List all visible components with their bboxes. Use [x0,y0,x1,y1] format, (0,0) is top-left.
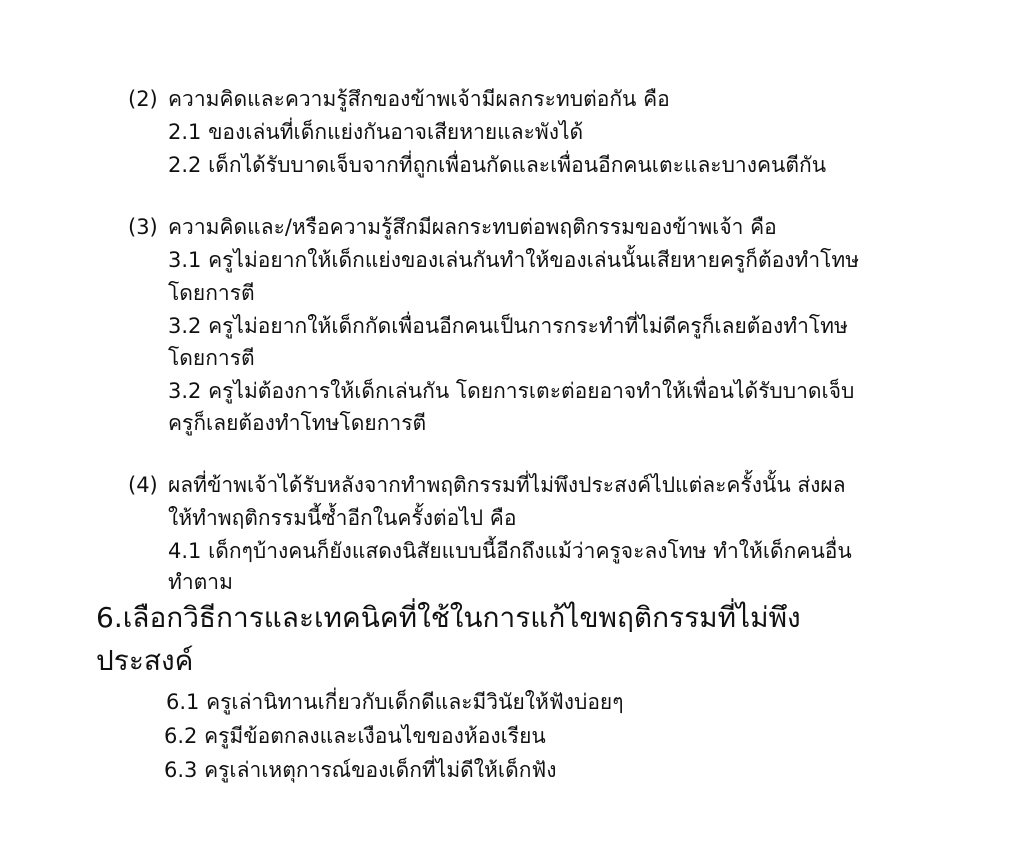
section-6-item-1: 6.1 ครูเล่านิทานเกี่ยวกับเด็กดีและมีวินัยให้ฟังบ่อยๆ [166,690,624,714]
section-3-item-3-line-1: 3.2 ครูไม่ต้องการให้เด็กเล่นกัน โดยการเตะต่อยอาจทำให้เพื่อนได้รับบาดเจ็บ [168,379,855,403]
section-3-item-1-line-2: โดยการตี [168,281,255,305]
section-3-item-3-line-2: ครูก็เลยต้องทำโทษโดยการตี [168,411,427,435]
section-3-item-1-line-1: 3.1 ครูไม่อยากให้เด็กแย่งของเล่นกันทำให้ของเล่นนั้นเสียหายครูก็ต้องทำโทษ [168,248,860,272]
section-2-number: (2) [128,87,158,111]
section-4-item-1-line-2: ทำตาม [168,570,233,594]
section-2-title: ความคิดและความรู้สึกของข้าพเจ้ามีผลกระทบต่อกัน คือ [168,87,670,111]
section-6-item-3: 6.3 ครูเล่าเหตุการณ์ของเด็กที่ไม่ดีให้เด็กฟัง [164,758,557,782]
section-6-heading-line-1: 6.เลือกวิธีการและเทคนิคที่ใช้ในการแก้ไขพฤติกรรมที่ไม่พึง [96,601,801,634]
section-4-item-1-line-1: 4.1 เด็กๆบ้างคนก็ยังแสดงนิสัยแบบนี้อีกถึงแม้ว่าครูจะลงโทษ ทำให้เด็กคนอื่น [168,539,852,563]
section-4-title-line-1: ผลที่ข้าพเจ้าได้รับหลังจากทำพฤติกรรมที่ไม่พึงประสงค์ไปแต่ละครั้งนั้น ส่งผล [168,473,846,497]
section-3-number: (3) [128,215,158,239]
section-3-item-2-line-1: 3.2 ครูไม่อยากให้เด็กกัดเพื่อนอีกคนเป็นการกระทำที่ไม่ดีครูก็เลยต้องทำโทษ [168,314,848,338]
section-6-heading-line-2: ประสงค์ [96,644,194,677]
section-4-title-line-2: ให้ทำพฤติกรรมนี้ซ้ำอีกในครั้งต่อไป คือ [168,506,517,530]
section-6-item-2: 6.2 ครูมีข้อตกลงและเงือนไขของห้องเรียน [164,724,546,748]
section-3-item-2-line-2: โดยการตี [168,346,255,370]
section-4-number: (4) [128,473,158,497]
section-2-item-1: 2.1 ของเล่นที่เด็กแย่งกันอาจเสียหายและพังได้ [168,120,584,144]
section-3-title: ความคิดและ/หรือความรู้สึกมีผลกระทบต่อพฤติกรรมของข้าพเจ้า คือ [168,215,777,239]
section-2-item-2: 2.2 เด็กได้รับบาดเจ็บจากที่ถูกเพื่อนกัดและเพื่อนอีกคนเตะและบางคนตีกัน [168,153,827,177]
